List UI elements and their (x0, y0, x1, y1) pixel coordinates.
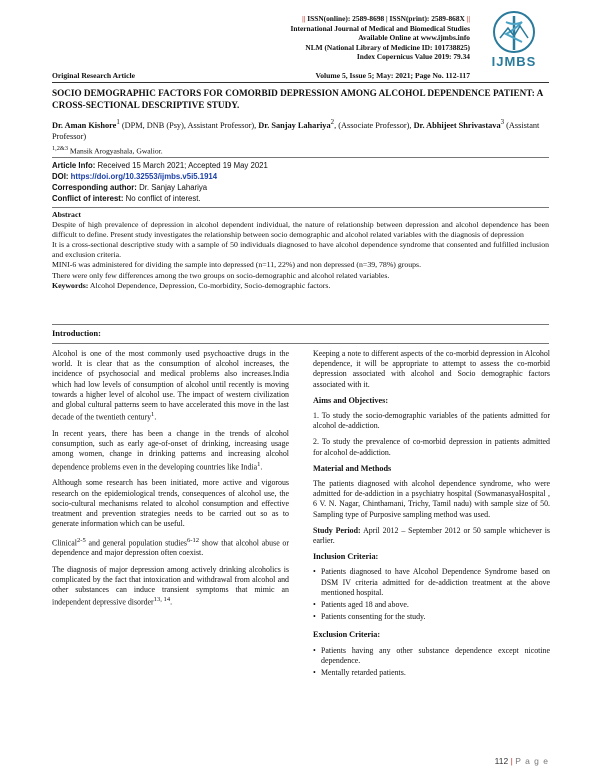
paragraph: Clinical$^{2-5}$ and general population studies$^{6-12}$ show that alcohol abuse or dependence and major depression often coexist. (52, 536, 290, 558)
exclusion-heading: Exclusion Criteria: (313, 630, 381, 640)
article-type: Original Research Article (52, 71, 135, 80)
author-3-sup: 3 (500, 119, 505, 126)
author-2-role: , (Associate Professor), (334, 120, 414, 130)
author-2-name: Dr. Sanjay Lahariya (258, 120, 331, 130)
doi-line: DOI: https://doi.org/10.32553/ijmbs.v5i5.1914 (52, 172, 218, 181)
journal-header (0, 14, 470, 62)
online-availability: Available Online at www.ijmbs.info (358, 33, 470, 43)
article-title: SOCIO DEMOGRAPHIC FACTORS FOR COMORBID DEPRESSION AMONG ALCOHOL DEPENDENCE PATIENT: A CROSS-SECTIONAL DESCRIPTIVE STUDY. (52, 88, 543, 110)
article-info-line: Article Info: Received 15 March 2021; Accepted 19 May 2021 (52, 161, 268, 170)
paragraph: The patients diagnosed with alcohol dependence syndrome, who were admitted for de-addiction in a psychiatry hospital (SowmanasyaHospital , 6 V. N. Nagar, Chinthamani, Trichy, Tamil nadu) with sample size of 50. Sampling type of Purposive sampling method was used. (313, 479, 550, 519)
author-3-name: Dr. Abhijeet Shrivastava (413, 120, 501, 130)
author-list (52, 117, 549, 142)
doi-link[interactable]: https://doi.org/10.32553/ijmbs.v5i5.1914 (70, 172, 218, 181)
introduction-heading: Introduction: (52, 328, 101, 338)
issn-line: || ISSN(online): 2589-8698 | ISSN(print): 2589-868X || (302, 14, 470, 23)
paragraph: Although some research has been initiated, more active and vigorous research on the epidemiological trends, consequences of alcohol use, the socio-cultural mechanisms related to alcohol consumption and effective treatment and prevention strategies needs to be carried out so as to generate information which can be useful. (52, 478, 289, 529)
study-period: Study Period: April 2012 – September 2012 or 50 sample whichever is earlier. (313, 525, 550, 546)
aim-item: 2. To study the prevalence of co-morbid depression in patients admitted for alcohol de-addiction. (313, 437, 550, 457)
abstract-paragraph: MINI-6 was administered for dividing the sample into depressed (n=11, 22%) and non depressed (n=39, 78%) groups. (52, 260, 422, 270)
inclusion-list (313, 567, 550, 622)
volume-info: Volume 5, Issue 5; May: 2021; Page No. 112-117 (315, 71, 470, 80)
methods-heading: Material and Methods (313, 463, 392, 473)
paragraph: The diagnosis of major depression among actively drinking alcoholics is complicated by the fact that intoxication and withdrawal from alcohol and other substances can induce transient symptoms that mimic an independent depressive disorder$^{13, 14}$. (52, 564, 289, 607)
list-item: • Patients diagnosed to have Alcohol Dependence Syndrome based on DSM IV criteria admitted for de-addiction treatment at the above mentioned hospital. (313, 567, 550, 598)
author-1-name: Dr. Aman Kishore (52, 120, 117, 130)
intro-divider (52, 324, 549, 344)
keywords-line: Keywords: Alcohol Dependence, Depression, Co-morbidity, Socio-demographic factors. (52, 280, 331, 290)
paragraph: Alcohol is one of the most commonly used psychoactive drugs in the world. It is clear that as the consumption of alcohol increases, the incidence of psychosocial and medical problems also increases.India which had low levels of consumption of alcohol until recently is moving towards a higher level of alcohol use. The impact of western civilization and global cultural patterns seem to have accelerated this move in the last decade of the twentieth century$^1$. (52, 349, 289, 422)
aim-item: 1. To study the socio-demographic variables of the patients admitted for alcohol de-addiction. (313, 411, 550, 431)
abstract-paragraph: It is a cross-sectional descriptive study with a sample of 50 individuals diagnosed to have alcohol dependence syndrome that consented and fulfilled inclusion and exclusion criteria. (52, 240, 549, 260)
list-item: • Mentally retarded patients. (313, 668, 550, 678)
page-number: 112 | P a g e (494, 756, 549, 766)
paragraph: In recent years, there has been a change in the trends of alcohol consumption, such as early age-of-onset of drinking, increasing usage among women, change in drinking patterns and increasing alcohol dependence problems even in the developing countries like India$^1$. (52, 429, 289, 472)
nlm-id: NLM (National Library of Medicine ID: 101738825) (305, 42, 470, 52)
author-1-sup: 1 (116, 119, 120, 126)
article-info-block (52, 157, 549, 204)
conflict-line: Conflict of interest: No conflict of interest. (52, 194, 201, 203)
abstract-paragraph: Despite of high prevalence of depression in alcohol dependent individual, the nature of relationship between depression and alcohol dependence has been difficult to define. Present study investigates the relationship between socio demographic and alcohol related variables with the diagnosis of depression (52, 220, 549, 240)
list-item: • Patients aged 18 and above. (313, 600, 550, 610)
author-1-role: (DPM, DNB (Psy), Assistant Professor), (119, 120, 259, 130)
left-column (52, 349, 289, 614)
right-column (313, 349, 550, 680)
list-item: • Patients consenting for the study. (313, 612, 550, 622)
affiliation-sup: 1,2&3 (52, 145, 68, 152)
index-value: Index Copernicus Value 2019: 79.34 (356, 52, 470, 62)
header-divider (52, 82, 549, 83)
abstract-heading: Abstract (52, 210, 82, 219)
author-2-sup: 2 (330, 119, 335, 126)
affiliation (52, 144, 549, 157)
aims-heading: Aims and Objectives: (313, 395, 389, 405)
paragraph: Keeping a note to different aspects of the co-morbid depression in Alcohol dependence, it will be appropriate to attempt to assess the co-morbid depression associated with alcohol and Socio demographic factors associated with it. (313, 349, 550, 389)
author-3-role: (Assistant Professor) (52, 120, 540, 141)
list-item: • Patients having any other substance dependence except nicotine dependence. (313, 646, 550, 666)
corresponding-author-line: Corresponding author: Dr. Sanjay Lahariya (52, 183, 208, 192)
abstract-block (52, 207, 549, 291)
journal-name: International Journal of Medical and Biomedical Studies (290, 23, 470, 33)
logo-text: IJMBS (491, 54, 537, 69)
affiliation-text: Mansik Arogyashala, Gwalior. (68, 146, 163, 156)
inclusion-heading: Inclusion Criteria: (313, 552, 379, 562)
abstract-paragraph: There were only few differences among the two groups on socio-demographic and alcohol related variables. (52, 270, 390, 280)
exclusion-list (313, 646, 550, 679)
